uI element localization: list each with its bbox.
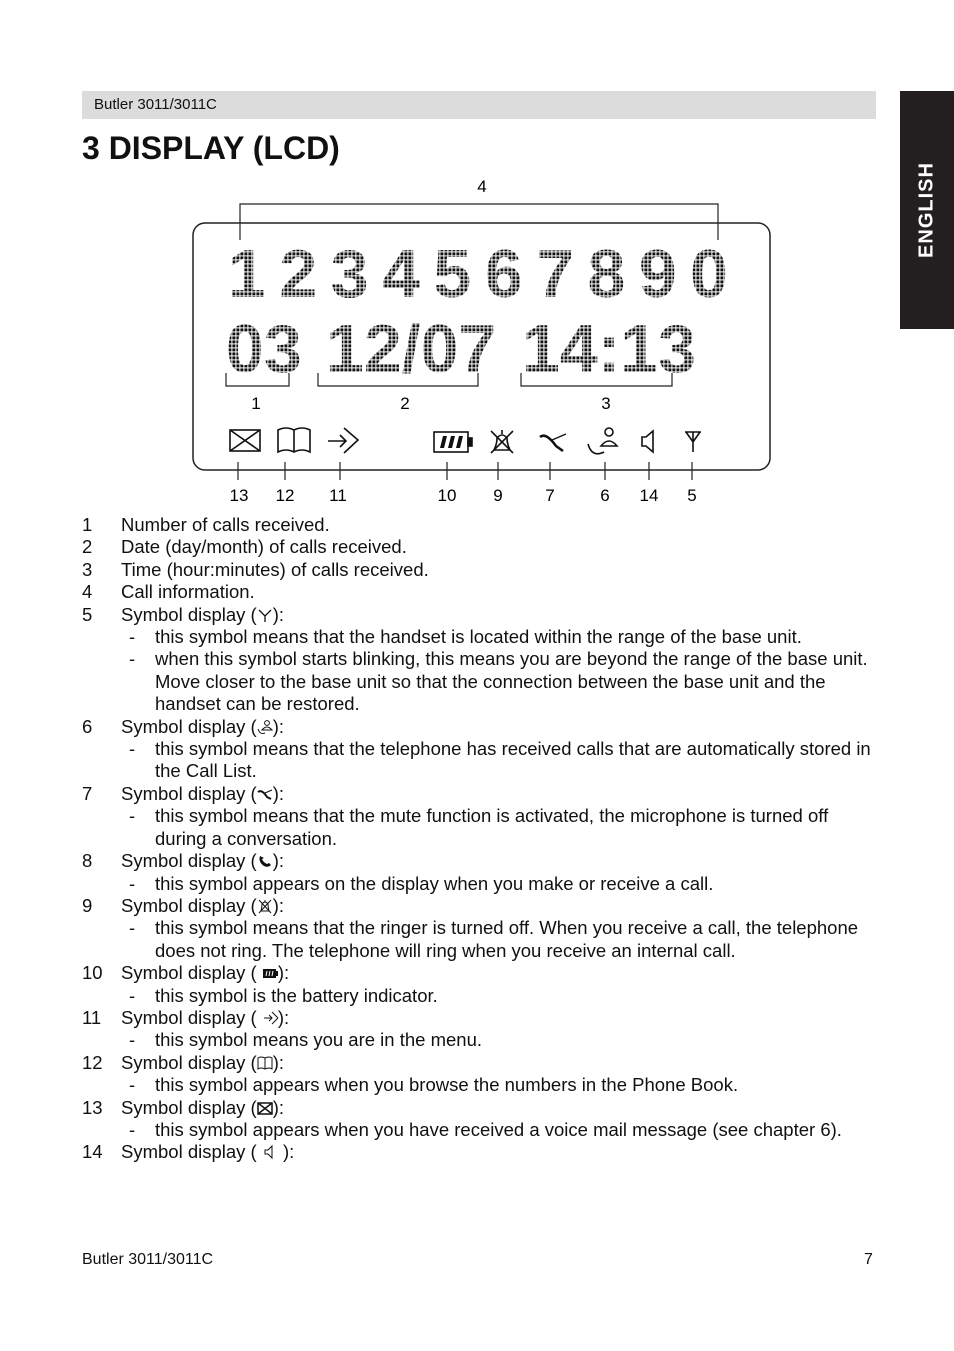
callout-5: 5 (687, 486, 697, 505)
legend-text (121, 1052, 284, 1074)
legend-text: Time (hour:minutes) of calls received. (121, 558, 429, 580)
legend-item (82, 1141, 882, 1163)
running-header (82, 91, 876, 119)
legend-number: 14 (82, 1141, 103, 1163)
ringer-off-icon (491, 430, 513, 453)
legend-number: 13 (82, 1096, 103, 1118)
legend-suffix: ): (277, 1141, 295, 1163)
legend-sub-text: this symbol means that the telephone has received calls that are automatically stored in the Call List. (155, 738, 871, 782)
legend-item (82, 850, 882, 872)
callout-6: 6 (600, 486, 610, 505)
legend-item (82, 581, 882, 603)
bracket-call-info (240, 204, 718, 240)
legend-suffix: ): (277, 962, 290, 984)
callout-13: 13 (229, 486, 249, 505)
legend-prefix: Symbol display ( (121, 1051, 257, 1073)
legend-sub-text: this symbol appears when you have received a voice mail message (see chapter 6). (155, 1118, 842, 1140)
legend-prefix: Symbol display ( (121, 782, 257, 804)
call-list-icon (257, 719, 273, 735)
lcd-date: 12/07 (326, 311, 497, 387)
speaker-icon (262, 1144, 278, 1160)
legend-sub-item (129, 1029, 882, 1051)
legend-item (82, 962, 882, 984)
legend-sub-text: this symbol means that the ringer is turned off. When you receive a call, the telephone does not ring. The telephone will ring when you receive an internal call. (155, 917, 859, 961)
legend-item (82, 604, 882, 626)
legend-item (82, 559, 882, 581)
legend-number: 9 (82, 894, 93, 916)
callout-2: 2 (400, 394, 410, 413)
legend-sub-text: when this symbol starts blinking, this means you are beyond the range of the base unit. Move closer to the base unit so that the connection between the base unit and the handset can be restored. (155, 648, 868, 715)
legend-number: 7 (82, 782, 93, 804)
legend-prefix: Symbol display ( (121, 1006, 262, 1028)
legend-text: Call information. (121, 581, 255, 603)
page-title: 3 DISPLAY (LCD) (82, 130, 340, 166)
bullet-dash: - (129, 805, 136, 827)
lcd-diagram (185, 172, 785, 512)
footer-title: Butler 3011/3011C (82, 1251, 214, 1268)
legend-text (121, 895, 284, 917)
legend-number: 5 (82, 603, 93, 625)
legend-sub-item (129, 626, 882, 648)
legend-text (121, 604, 284, 626)
legend-number: 10 (82, 962, 103, 984)
language-tab (900, 91, 954, 329)
battery-icon (262, 965, 278, 981)
legend-suffix: ): (277, 1006, 290, 1028)
phonebook-icon (257, 1055, 273, 1071)
legend-number: 6 (82, 715, 93, 737)
legend-sub-item (129, 985, 882, 1007)
bullet-dash: - (129, 984, 136, 1006)
legend-sub-text: this symbol appears when you browse the numbers in the Phone Book. (155, 1074, 739, 1096)
voicemail-envelope-icon (230, 430, 260, 451)
callout-3: 3 (601, 394, 611, 413)
legend-number: 1 (82, 514, 93, 535)
bullet-dash: - (129, 648, 136, 670)
legend-item (82, 716, 882, 738)
legend-text (121, 1097, 284, 1119)
bullet-dash: - (129, 738, 136, 760)
language-tab-label: ENGLISH (915, 162, 938, 258)
speaker-icon (642, 431, 653, 452)
legend-sub-text: this symbol means you are in the menu. (155, 1029, 482, 1051)
legend-sub-item (129, 917, 882, 962)
legend-text: Number of calls received. (121, 514, 330, 535)
legend-sub-item (129, 738, 882, 783)
menu-icon (262, 1010, 278, 1026)
legend-text (121, 1007, 289, 1029)
legend-prefix: Symbol display ( (121, 1141, 262, 1163)
bullet-dash: - (129, 917, 136, 939)
legend-item (82, 514, 882, 536)
antenna-icon (257, 607, 273, 623)
mute-icon (540, 434, 566, 451)
legend-prefix: Symbol display ( (121, 1096, 257, 1118)
legend-prefix: Symbol display ( (121, 715, 257, 737)
legend-sub-text: this symbol appears on the display when you make or receive a call. (155, 872, 714, 894)
legend-text (121, 716, 284, 738)
legend-suffix: ): (272, 603, 285, 625)
legend-sub-item (129, 1119, 882, 1141)
voicemail-envelope-icon (257, 1100, 273, 1116)
legend-suffix: ): (272, 894, 285, 916)
legend-prefix: Symbol display ( (121, 850, 257, 872)
callout-14: 14 (639, 486, 659, 505)
legend-number: 8 (82, 850, 93, 872)
legend-prefix: Symbol display ( (121, 603, 257, 625)
legend-number: 11 (82, 1006, 102, 1028)
callout-4: 4 (477, 177, 487, 196)
legend-suffix: ): (272, 782, 285, 804)
legend-suffix: ): (272, 1096, 285, 1118)
legend-prefix: Symbol display ( (121, 962, 262, 984)
callout-10: 10 (437, 486, 457, 505)
lcd-time: 14:13 (522, 311, 696, 387)
legend-text (121, 783, 284, 805)
legend-text (121, 850, 284, 872)
legend-sub-text: this symbol means that the handset is located within the range of the base unit. (155, 626, 802, 648)
legend-number: 3 (82, 558, 93, 580)
ringer-off-icon (257, 898, 273, 914)
legend-suffix: ): (272, 850, 285, 872)
handset-icon (257, 853, 273, 869)
legend-sub-item (129, 648, 882, 715)
lcd-number-line: 1234567890 (228, 236, 728, 312)
battery-icon (434, 432, 472, 452)
legend-prefix: Symbol display ( (121, 894, 257, 916)
call-list-icon (588, 428, 617, 454)
legend-number: 12 (82, 1051, 103, 1073)
bullet-dash: - (129, 1118, 136, 1140)
legend-sub-text: this symbol means that the mute function is activated, the microphone is turned off during a conversation. (155, 805, 829, 849)
callout-1: 1 (251, 394, 261, 413)
legend-text: Date (day/month) of calls received. (121, 536, 407, 558)
legend-item (82, 895, 882, 917)
legend-sub-item (129, 873, 882, 895)
legend-item (82, 536, 882, 558)
legend-sub-item (129, 805, 882, 850)
legend-item (82, 1052, 882, 1074)
legend-item (82, 783, 882, 805)
legend-number: 4 (82, 581, 93, 603)
legend-sub-text: this symbol is the battery indicator. (155, 984, 438, 1006)
legend-item (82, 1007, 882, 1029)
legend-item (82, 1097, 882, 1119)
callout-7: 7 (545, 486, 555, 505)
phonebook-icon (278, 428, 310, 452)
bullet-dash: - (129, 872, 136, 894)
page-number: 7 (864, 1251, 873, 1268)
bullet-dash: - (129, 626, 136, 648)
mute-icon (257, 786, 273, 802)
running-title: Butler 3011/3011C (94, 96, 217, 113)
legend-list (82, 514, 882, 1164)
lcd-call-count: 03 (226, 311, 302, 387)
callout-9: 9 (493, 486, 503, 505)
menu-icon (328, 428, 358, 453)
legend-suffix: ): (272, 715, 285, 737)
legend-text (121, 962, 289, 984)
legend-suffix: ): (272, 1051, 285, 1073)
bullet-dash: - (129, 1029, 136, 1051)
legend-sub-item (129, 1074, 882, 1096)
antenna-icon (685, 432, 701, 452)
legend-number: 2 (82, 536, 93, 558)
legend-text (121, 1141, 294, 1163)
callout-12: 12 (275, 486, 295, 505)
bullet-dash: - (129, 1074, 136, 1096)
callout-11: 11 (329, 486, 347, 505)
